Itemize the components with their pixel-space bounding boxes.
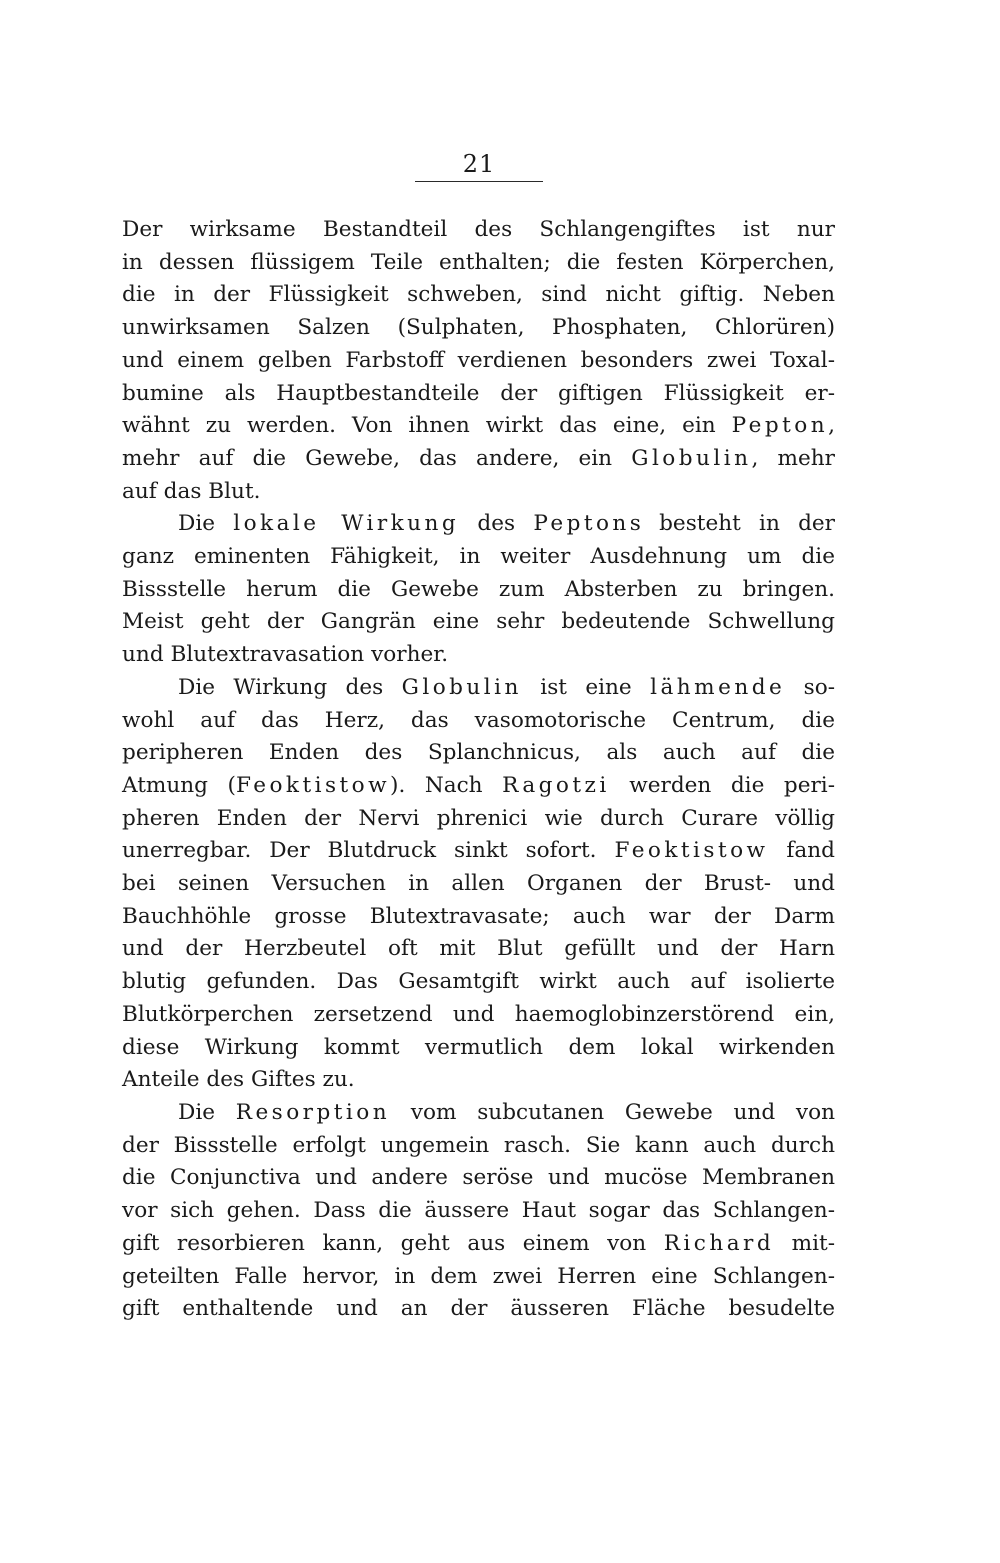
text-line: Bauchhöhle grosse Blutextravasate; auch war der Darm: [122, 903, 835, 929]
text-line: die in der Flüssigkeit schweben, sind nicht giftig. Neben: [122, 282, 835, 308]
text-line: der Bissstelle erfolgt ungemein rasch. Sie kann auch durch: [122, 1132, 835, 1158]
emphasized-term: Feoktistow: [235, 772, 391, 798]
emphasized-term: lokale Wirkung: [233, 511, 460, 537]
text-line: Der wirksame Bestandteil des Schlangengiftes ist nur: [122, 217, 835, 242]
text-line: Blutkörperchen zersetzend und haemoglobinzerstörend ein,: [122, 1001, 835, 1027]
text-line: die Conjunctiva und andere seröse und mucöse Membranen: [122, 1165, 835, 1191]
text-line: Meist geht der Gangrän eine sehr bedeutende Schwellung: [122, 609, 835, 635]
text-line: bei seinen Versuchen in allen Organen der Brust- und: [122, 871, 835, 897]
text-line: Die lokale Wirkung des Peptons besteht in der: [178, 511, 836, 537]
text-line: auf das Blut.: [122, 478, 261, 504]
text-line: wähnt zu werden. Von ihnen wirkt das eine, ein Pepton,: [122, 413, 835, 439]
text-line: unwirksamen Salzen (Sulphaten, Phosphaten, Chlorüren): [122, 315, 835, 341]
text-line: und einem gelben Farbstoff verdienen besonders zwei Toxal-: [122, 347, 835, 373]
text-line: ganz eminenten Fähigkeit, in weiter Ausdehnung um die: [122, 544, 835, 570]
page-number: 21: [462, 150, 496, 178]
body-text: [122, 214, 835, 1326]
text-line: peripheren Enden des Splanchnicus, als auch auf die: [122, 740, 835, 766]
emphasized-term: Globulin: [631, 445, 752, 471]
emphasized-term: Ragotzi: [502, 772, 610, 798]
emphasized-term: lähmende: [650, 674, 786, 700]
text-line: in dessen flüssigem Teile enthalten; die festen Körperchen,: [122, 249, 835, 275]
page-number-rule: [415, 181, 543, 182]
text-line: wohl auf das Herz, das vasomotorische Centrum, die: [122, 707, 835, 733]
text-line: geteilten Falle hervor, in dem zwei Herren eine Schlangen-: [122, 1263, 835, 1289]
text-line: Anteile des Giftes zu.: [122, 1067, 355, 1093]
text-line: bumine als Hauptbestandteile der giftigen Flüssigkeit er-: [122, 380, 835, 406]
text-line: diese Wirkung kommt vermutlich dem lokal wirkenden: [122, 1034, 835, 1060]
text-line: Die Wirkung des Globulin ist eine lähmende so-: [178, 674, 835, 700]
text-line: Atmung (Feoktistow). Nach Ragotzi werden die peri-: [122, 772, 835, 798]
text-line: pheren Enden der Nervi phrenici wie durch Curare völlig: [122, 805, 835, 831]
text-line: Die Resorption vom subcutanen Gewebe und von: [178, 1099, 835, 1125]
emphasized-term: Feoktistow: [614, 838, 769, 864]
emphasized-term: Richard: [663, 1230, 775, 1256]
text-line: mehr auf die Gewebe, das andere, ein Globulin, mehr: [122, 445, 835, 471]
emphasized-term: Globulin: [401, 674, 522, 700]
text-line: gift enthaltende und an der äusseren Fläche besudelte: [122, 1296, 835, 1322]
text-line: vor sich gehen. Dass die äussere Haut sogar das Schlangen-: [122, 1198, 835, 1224]
text-line: und Blutextravasation vorher.: [122, 642, 449, 668]
emphasized-term: Resorption: [235, 1099, 391, 1125]
text-line: Bissstelle herum die Gewebe zum Absterben zu bringen.: [122, 576, 835, 602]
text-line: blutig gefunden. Das Gesamtgift wirkt auch auf isolierte: [122, 969, 835, 995]
emphasized-term: Pepton: [533, 511, 630, 537]
text-line: unerregbar. Der Blutdruck sinkt sofort. Feoktistow fand: [122, 838, 835, 864]
emphasized-term: Pepton: [731, 413, 829, 439]
text-line: und der Herzbeutel oft mit Blut gefüllt und der Harn: [122, 936, 835, 962]
text-line: gift resorbieren kann, geht aus einem von Richard mit-: [122, 1230, 835, 1256]
